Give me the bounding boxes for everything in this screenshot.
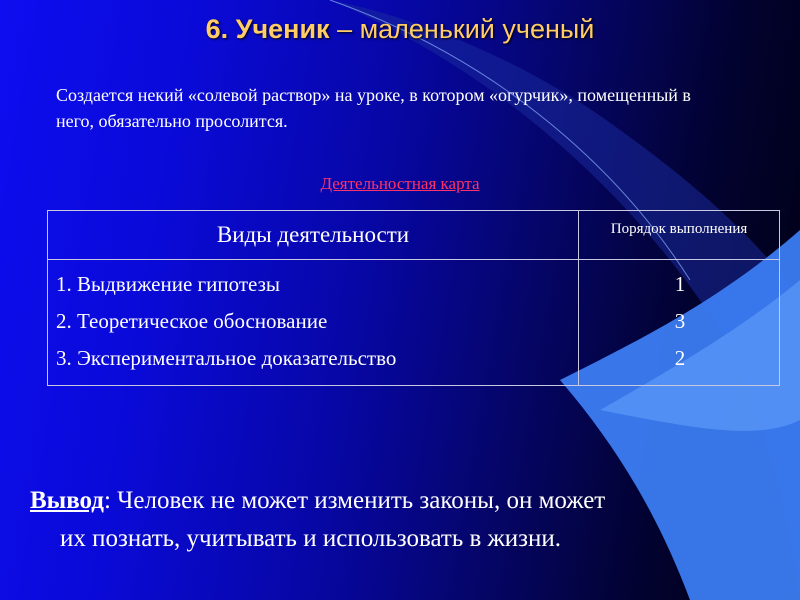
table-row xyxy=(48,260,780,386)
activity-item: 1. Выдвижение гипотезы xyxy=(56,272,281,296)
order-number: 3 xyxy=(674,309,686,333)
table-header-row xyxy=(48,211,780,260)
activity-map-link[interactable]: Деятельностная карта xyxy=(320,174,480,193)
title-rest: – маленький ученый xyxy=(329,14,595,44)
order-cell xyxy=(579,260,780,386)
activity-item: 3. Экспериментальное доказательство xyxy=(56,346,397,370)
title-bold: 6. Ученик xyxy=(205,14,330,44)
order-number: 2 xyxy=(674,346,686,370)
conclusion-label: Вывод xyxy=(30,487,104,514)
conclusion-line1: Человек не может изменить законы, он может xyxy=(110,487,606,514)
intro-text: Создается некий «солевой раствор» на уроке, в котором «огурчик», помещенный в него, обязательно просолится. xyxy=(56,85,691,131)
header-activities: Виды деятельности xyxy=(48,211,579,260)
page-title xyxy=(0,14,800,45)
conclusion-line2: их познать, учитывать и использовать в жизни. xyxy=(60,525,562,552)
activity-item: 2. Теоретическое обоснование xyxy=(56,309,328,333)
header-order: Порядок выполнения xyxy=(579,211,780,260)
conclusion xyxy=(30,482,772,558)
order-number: 1 xyxy=(674,272,686,296)
activity-table xyxy=(47,210,780,386)
activities-cell xyxy=(48,260,579,386)
conclusion-colon: : xyxy=(103,487,111,514)
